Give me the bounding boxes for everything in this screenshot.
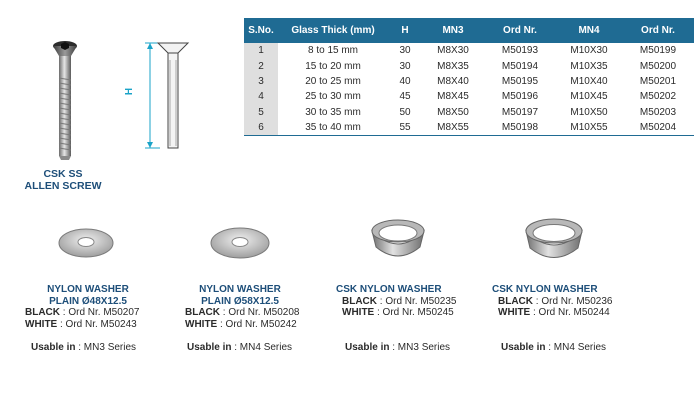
table-row xyxy=(244,43,694,58)
cell-glass-thick: 30 to 35 mm xyxy=(305,106,361,118)
usable-label: Usable in xyxy=(345,342,390,353)
cell-h: 45 xyxy=(399,91,411,103)
washer-caption-4 xyxy=(492,284,622,319)
usable-value: : MN3 Series xyxy=(75,342,137,353)
usable-label: Usable in xyxy=(187,342,232,353)
cell-ord-nr-mn4: M50203 xyxy=(639,106,677,118)
cell-glass-thick: 35 to 40 mm xyxy=(305,122,361,134)
white-label: WHITE xyxy=(498,307,531,318)
cell-ord-nr-mn4: M50204 xyxy=(639,122,677,134)
cell-ord-nr-mn4: M50201 xyxy=(639,75,677,87)
black-order-value: : Ord Nr. M50235 xyxy=(377,295,457,307)
cell-mn3: M8X45 xyxy=(437,91,469,103)
col-header-mn4: MN4 xyxy=(556,18,622,43)
usable-in-3 xyxy=(345,342,450,353)
usable-in-4 xyxy=(501,342,606,353)
white-order-value: : Ord Nr. M50245 xyxy=(374,307,454,318)
cell-mn4: M10X55 xyxy=(570,122,608,134)
col-header-mn3: MN3 xyxy=(422,18,484,43)
washer-white-order xyxy=(25,319,148,331)
table-row xyxy=(244,105,694,120)
washer-black-order xyxy=(25,307,148,319)
black-label: BLACK xyxy=(25,307,60,318)
usable-in-1 xyxy=(31,342,136,353)
washer-white-order xyxy=(498,307,622,319)
cell-ord-nr-mn3: M50198 xyxy=(501,122,539,134)
cell-ord-nr-mn3: M50195 xyxy=(501,75,539,87)
cell-sno: 4 xyxy=(244,89,278,104)
black-label: BLACK xyxy=(342,295,377,307)
washer-black-order xyxy=(498,296,622,308)
cell-h: 40 xyxy=(399,75,411,87)
washer-title-line1: NYLON WASHER xyxy=(47,284,129,295)
black-order-value: : Ord Nr. M50208 xyxy=(220,307,300,318)
screw-caption-line1: CSK SS xyxy=(43,168,83,180)
col-header-glass-thick: Glass Thick (mm) xyxy=(278,18,388,43)
col-header-h: H xyxy=(388,18,422,43)
usable-label: Usable in xyxy=(31,342,76,353)
black-order-value: : Ord Nr. M50207 xyxy=(60,307,140,318)
cell-mn3: M8X30 xyxy=(437,45,469,57)
cell-ord-nr-mn3: M50194 xyxy=(501,60,539,72)
white-order-value: : Ord Nr. M50243 xyxy=(57,318,137,330)
cell-sno: 2 xyxy=(244,58,278,73)
screw-caption xyxy=(8,168,118,192)
cell-ord-nr-mn4: M50202 xyxy=(639,91,677,103)
black-label: BLACK xyxy=(498,295,533,307)
washer-caption-1 xyxy=(25,284,148,330)
csk-screw-dimension-drawing xyxy=(125,38,200,158)
csk-washer-mn4-image xyxy=(522,213,586,267)
washer-black-order xyxy=(185,307,300,319)
washer-caption-2 xyxy=(180,284,300,330)
cell-ord-nr-mn3: M50197 xyxy=(501,106,539,118)
white-label: WHITE xyxy=(185,318,218,330)
col-header-ord-nr-mn3: Ord Nr. xyxy=(484,18,556,43)
cell-mn3: M8X50 xyxy=(437,106,469,118)
usable-label: Usable in xyxy=(501,342,546,353)
table-row xyxy=(244,120,694,136)
cell-mn3: M8X35 xyxy=(437,60,469,72)
black-order-value: : Ord Nr. M50236 xyxy=(533,295,613,307)
washer-title-line2: PLAIN Ø48X12.5 xyxy=(49,295,127,307)
plain-washer-48-image xyxy=(56,222,116,262)
washer-title-line1: CSK NYLON WASHER xyxy=(336,284,442,295)
cell-sno: 1 xyxy=(244,43,278,58)
usable-in-2 xyxy=(187,342,292,353)
white-label: WHITE xyxy=(342,307,375,318)
table-header-row xyxy=(244,18,694,43)
usable-value: : MN3 Series xyxy=(389,342,451,353)
washer-caption-3 xyxy=(336,284,466,319)
col-header-ord-nr-mn4: Ord Nr. xyxy=(622,18,694,43)
cell-ord-nr-mn3: M50193 xyxy=(501,45,539,57)
cell-glass-thick: 20 to 25 mm xyxy=(305,75,361,87)
washer-white-order xyxy=(342,307,466,319)
cell-sno: 5 xyxy=(244,105,278,120)
cell-mn4: M10X45 xyxy=(570,91,608,103)
white-order-value: : Ord Nr. M50242 xyxy=(217,318,297,330)
white-order-value: : Ord Nr. M50244 xyxy=(530,307,610,318)
csk-washer-mn3-image xyxy=(368,213,428,265)
usable-value: : MN4 Series xyxy=(231,342,293,353)
cell-h: 50 xyxy=(399,106,411,118)
plain-washer-58-image xyxy=(208,221,272,263)
cell-h: 30 xyxy=(399,45,411,57)
cell-sno: 6 xyxy=(244,120,278,136)
washer-title-line2: PLAIN Ø58X12.5 xyxy=(201,295,279,307)
cell-mn3: M8X40 xyxy=(437,75,469,87)
cell-h: 55 xyxy=(399,122,411,134)
cell-mn4: M10X35 xyxy=(570,60,608,72)
cell-mn4: M10X40 xyxy=(570,75,608,87)
screw-spec-table xyxy=(244,18,694,136)
screw-caption-line2: ALLEN SCREW xyxy=(24,180,102,192)
washer-title-line1: CSK NYLON WASHER xyxy=(492,284,598,295)
cell-mn3: M8X55 xyxy=(437,122,469,134)
table-row xyxy=(244,89,694,104)
cell-mn4: M10X30 xyxy=(570,45,608,57)
cell-ord-nr-mn4: M50199 xyxy=(639,45,677,57)
cell-ord-nr-mn3: M50196 xyxy=(501,91,539,103)
washer-white-order xyxy=(185,319,300,331)
cell-ord-nr-mn4: M50200 xyxy=(639,60,677,72)
height-dimension-label: H xyxy=(124,87,136,96)
csk-allen-screw-photo xyxy=(40,38,90,163)
white-label: WHITE xyxy=(25,318,58,330)
washer-black-order xyxy=(342,296,466,308)
cell-glass-thick: 15 to 20 mm xyxy=(305,60,361,72)
cell-mn4: M10X50 xyxy=(570,106,608,118)
usable-value: : MN4 Series xyxy=(545,342,607,353)
col-header-sno: S.No. xyxy=(244,18,278,43)
cell-h: 30 xyxy=(399,60,411,72)
washer-title-line1: NYLON WASHER xyxy=(199,284,281,295)
table-row xyxy=(244,74,694,89)
cell-sno: 3 xyxy=(244,74,278,89)
cell-glass-thick: 8 to 15 mm xyxy=(307,45,359,57)
black-label: BLACK xyxy=(185,307,220,318)
table-row xyxy=(244,58,694,73)
cell-glass-thick: 25 to 30 mm xyxy=(305,91,361,103)
